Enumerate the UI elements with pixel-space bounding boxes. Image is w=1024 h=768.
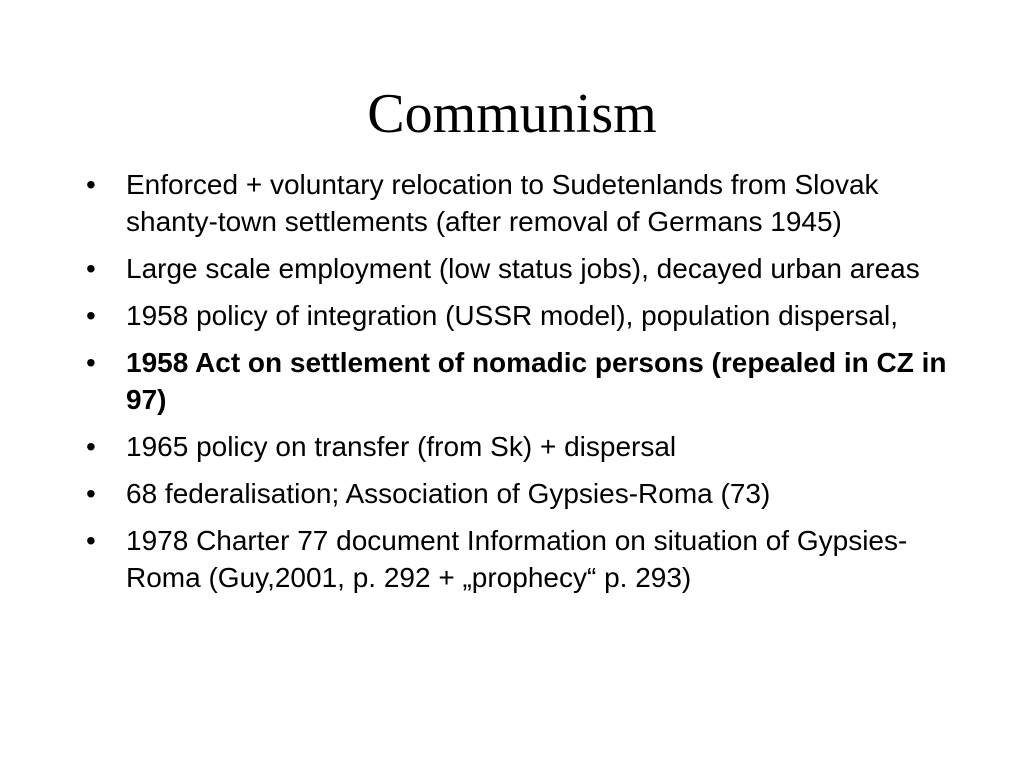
bullet-list [86,166,966,606]
bullet-item [86,297,966,334]
bullet-text: 68 federalisation; Association of Gypsies-Roma (73) [126,478,771,509]
bullet-marker: • [86,169,96,200]
bullet-item [86,428,966,465]
bullet-item [86,475,966,512]
bullet-marker: • [86,253,96,284]
bullet-marker: • [86,431,96,462]
bullet-marker: • [86,478,96,509]
bullet-text: Large scale employment (low status jobs), decayed urban areas [126,253,920,284]
bullet-text: Enforced + voluntary relocation to Sudetenlands from Slovak shanty-town settlements (after removal of Germans 1945) [126,169,879,237]
bullet-marker: • [86,347,96,378]
bullet-text: 1958 policy of integration (USSR model), population dispersal, [126,300,898,331]
slide-title: Communism [367,83,657,145]
bullet-item [86,166,966,240]
bullet-text: 1965 policy on transfer (from Sk) + dispersal [126,431,677,462]
bullet-text: 1958 Act on settlement of nomadic persons (repealed in CZ in 97) [126,347,947,415]
bullet-item [86,522,966,596]
bullet-text: 1978 Charter 77 document Information on situation of Gypsies-Roma (Guy,2001, p. 292 + „prophecy“ p. 293) [126,525,908,593]
bullet-marker: • [86,525,96,556]
bullet-item [86,344,966,418]
bullet-marker: • [86,300,96,331]
bullet-item [86,250,966,287]
